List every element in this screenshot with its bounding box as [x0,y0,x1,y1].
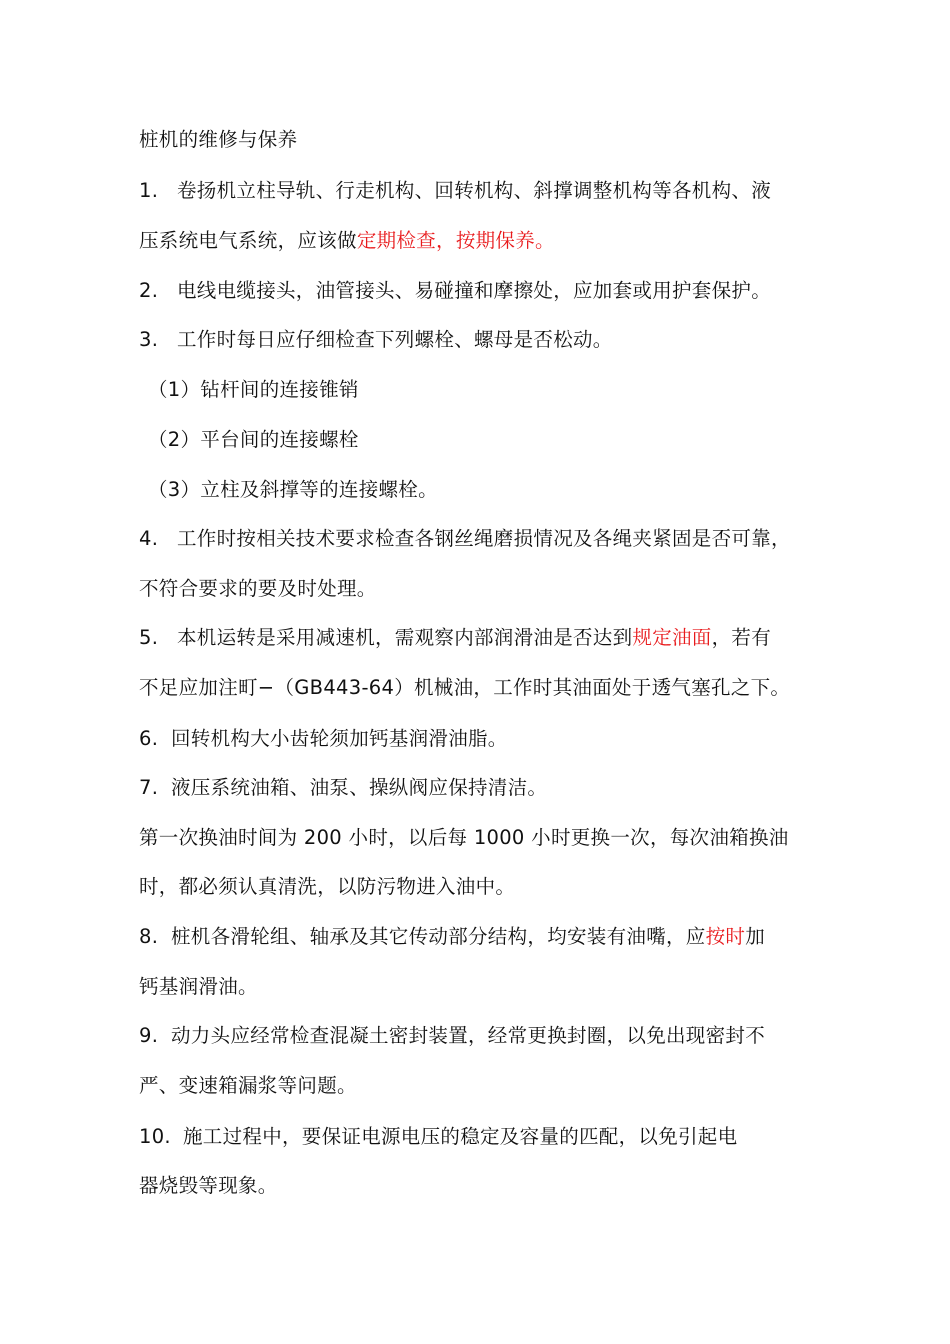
item-4-line-2: 不符合要求的要及时处理。 [139,577,377,600]
item-1-line-1: 1. 卷扬机立柱导轨、行走机构、回转机构、斜撑调整机构等各机构、液 [139,179,772,202]
item-7-number: 7. [139,776,159,799]
item-7: 7. 液压系统油箱、油泵、操纵阀应保持清洁。 [139,776,548,799]
item-6: 6. 回转机构大小齿轮须加钙基润滑油脂。 [139,727,508,750]
item-3: 3. 工作时每日应仔细检查下列螺栓、螺母是否松动。 [139,328,613,351]
item-5-number: 5. [139,626,159,649]
highlight-text: 按时 [705,925,746,948]
item-3-number: 3. [139,328,159,351]
item-8-line-2: 钙基润滑油。 [139,975,258,998]
highlight-text: 定期检查，按期保养。 [356,229,555,252]
item-5-line-2: 不足应加注町−（GB443-64）机械油，工作时其油面处于透气塞孔之下。 [139,676,791,699]
sub-item-1: （1）钻杆间的连接锥销 [148,378,359,401]
item-9-line-2: 严、变速箱漏浆等问题。 [139,1074,357,1097]
item-10-number: 10. [139,1125,171,1148]
item-9-number: 9. [139,1024,159,1047]
item-9-line-1: 9. 动力头应经常检查混凝土密封装置，经常更换封圈，以免出现密封不 [139,1024,766,1047]
item-7-paragraph-line-2: 时，都必须认真清洗，以防污物进入油中。 [139,875,516,898]
item-10-line-2: 器烧毁等现象。 [139,1174,278,1197]
document-title: 桩机的维修与保养 [139,128,298,151]
sub-item-3: （3）立柱及斜撑等的连接螺栓。 [148,478,438,501]
item-4-line-1: 4. 工作时按相关技术要求检查各钢丝绳磨损情况及各绳夹紧固是否可靠， [139,527,791,550]
item-1-number: 1. [139,179,159,202]
item-8-line-1: 8. 桩机各滑轮组、轴承及其它传动部分结构，均安装有油嘴，应按时加 [139,925,766,948]
item-10-line-1: 10. 施工过程中，要保证电源电压的稳定及容量的匹配，以免引起电 [139,1125,738,1148]
sub-item-2: （2）平台间的连接螺栓 [148,428,359,451]
item-2: 2. 电线电缆接头，油管接头、易碰撞和摩擦处，应加套或用护套保护。 [139,279,772,302]
item-5-line-1: 5. 本机运转是采用减速机，需观察内部润滑油是否达到规定油面，若有 [139,626,772,649]
highlight-text: 规定油面 [632,626,712,649]
item-7-paragraph-line-1: 第一次换油时间为 200 小时，以后每 1000 小时更换一次，每次油箱换油 [139,826,789,849]
item-6-number: 6. [139,727,159,750]
item-8-number: 8. [139,925,159,948]
item-4-number: 4. [139,527,159,550]
item-1-line-2: 压系统电气系统，应该做定期检查，按期保养。 [139,229,555,252]
item-2-number: 2. [139,279,159,302]
